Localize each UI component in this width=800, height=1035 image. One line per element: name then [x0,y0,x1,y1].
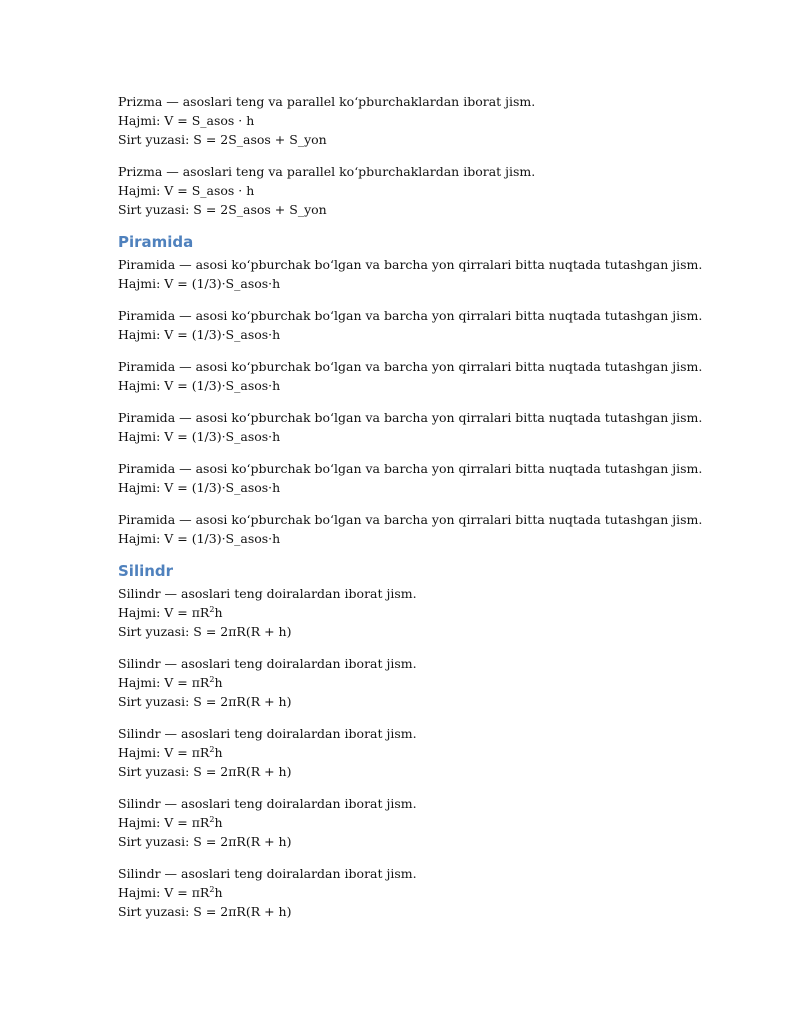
volume-prefix: Hajmi: V = πR [118,745,210,760]
silindr-definition: Silindr — asoslari teng doiralardan iborat jism. [118,726,417,741]
volume-suffix: h [214,745,223,760]
prizma-surface-formula: Sirt yuzasi: S = 2S_asos + S_yon [118,132,327,147]
volume-exponent: 2 [209,884,215,894]
volume-exponent: 2 [209,814,215,824]
piramida-paragraph [118,510,718,548]
volume-prefix: Hajmi: V = πR [118,605,210,620]
piramida-volume-formula: Hajmi: V = (1/3)·S_asos·h [118,378,281,393]
prizma-surface-formula: Sirt yuzasi: S = 2S_asos + S_yon [118,202,327,217]
silindr-heading: Silindr [118,562,174,580]
volume-suffix: h [214,815,223,830]
prizma-volume-formula: Hajmi: V = S_asos · h [118,183,255,198]
silindr-paragraph [118,724,718,781]
silindr-volume-formula [118,813,718,832]
silindr-definition: Silindr — asoslari teng doiralardan iborat jism. [118,586,417,601]
prizma-volume-formula: Hajmi: V = S_asos · h [118,113,255,128]
prizma-definition: Prizma — asoslari teng va parallel ko‘pburchaklardan iborat jism. [118,164,536,179]
silindr-surface-formula: Sirt yuzasi: S = 2πR(R + h) [118,834,292,849]
piramida-paragraph [118,408,718,446]
silindr-surface-formula: Sirt yuzasi: S = 2πR(R + h) [118,764,292,779]
piramida-heading: Piramida [118,233,194,251]
volume-prefix: Hajmi: V = πR [118,815,210,830]
piramida-paragraph [118,459,718,497]
piramida-volume-formula: Hajmi: V = (1/3)·S_asos·h [118,429,281,444]
piramida-definition: Piramida — asosi ko‘pburchak bo‘lgan va barcha yon qirralari bitta nuqtada tutashgan jism. [118,359,703,374]
piramida-paragraph [118,306,718,344]
piramida-paragraph [118,357,718,395]
silindr-volume-formula [118,883,718,902]
silindr-definition: Silindr — asoslari teng doiralardan iborat jism. [118,866,417,881]
silindr-paragraph [118,654,718,711]
silindr-surface-formula: Sirt yuzasi: S = 2πR(R + h) [118,904,292,919]
silindr-surface-formula: Sirt yuzasi: S = 2πR(R + h) [118,694,292,709]
piramida-definition: Piramida — asosi ko‘pburchak bo‘lgan va barcha yon qirralari bitta nuqtada tutashgan jism. [118,512,703,527]
piramida-paragraph [118,255,718,293]
silindr-volume-formula [118,603,718,622]
piramida-volume-formula: Hajmi: V = (1/3)·S_asos·h [118,327,281,342]
silindr-definition: Silindr — asoslari teng doiralardan iborat jism. [118,656,417,671]
silindr-surface-formula: Sirt yuzasi: S = 2πR(R + h) [118,624,292,639]
piramida-volume-formula: Hajmi: V = (1/3)·S_asos·h [118,276,281,291]
silindr-paragraph [118,584,718,641]
volume-prefix: Hajmi: V = πR [118,885,210,900]
volume-exponent: 2 [209,744,215,754]
silindr-paragraph [118,864,718,921]
volume-suffix: h [214,885,223,900]
piramida-volume-formula: Hajmi: V = (1/3)·S_asos·h [118,480,281,495]
piramida-definition: Piramida — asosi ko‘pburchak bo‘lgan va barcha yon qirralari bitta nuqtada tutashgan jism. [118,308,703,323]
piramida-definition: Piramida — asosi ko‘pburchak bo‘lgan va barcha yon qirralari bitta nuqtada tutashgan jism. [118,410,703,425]
silindr-definition: Silindr — asoslari teng doiralardan iborat jism. [118,796,417,811]
piramida-volume-formula: Hajmi: V = (1/3)·S_asos·h [118,531,281,546]
volume-suffix: h [214,675,223,690]
volume-suffix: h [214,605,223,620]
silindr-volume-formula [118,743,718,762]
prizma-paragraph [118,162,718,219]
prizma-definition: Prizma — asoslari teng va parallel ko‘pburchaklardan iborat jism. [118,94,536,109]
volume-prefix: Hajmi: V = πR [118,675,210,690]
piramida-definition: Piramida — asosi ko‘pburchak bo‘lgan va barcha yon qirralari bitta nuqtada tutashgan jism. [118,461,703,476]
piramida-definition: Piramida — asosi ko‘pburchak bo‘lgan va barcha yon qirralari bitta nuqtada tutashgan jism. [118,257,703,272]
silindr-paragraph [118,794,718,851]
document-page [118,92,718,921]
volume-exponent: 2 [209,604,215,614]
silindr-volume-formula [118,673,718,692]
volume-exponent: 2 [209,674,215,684]
prizma-paragraph [118,92,718,149]
